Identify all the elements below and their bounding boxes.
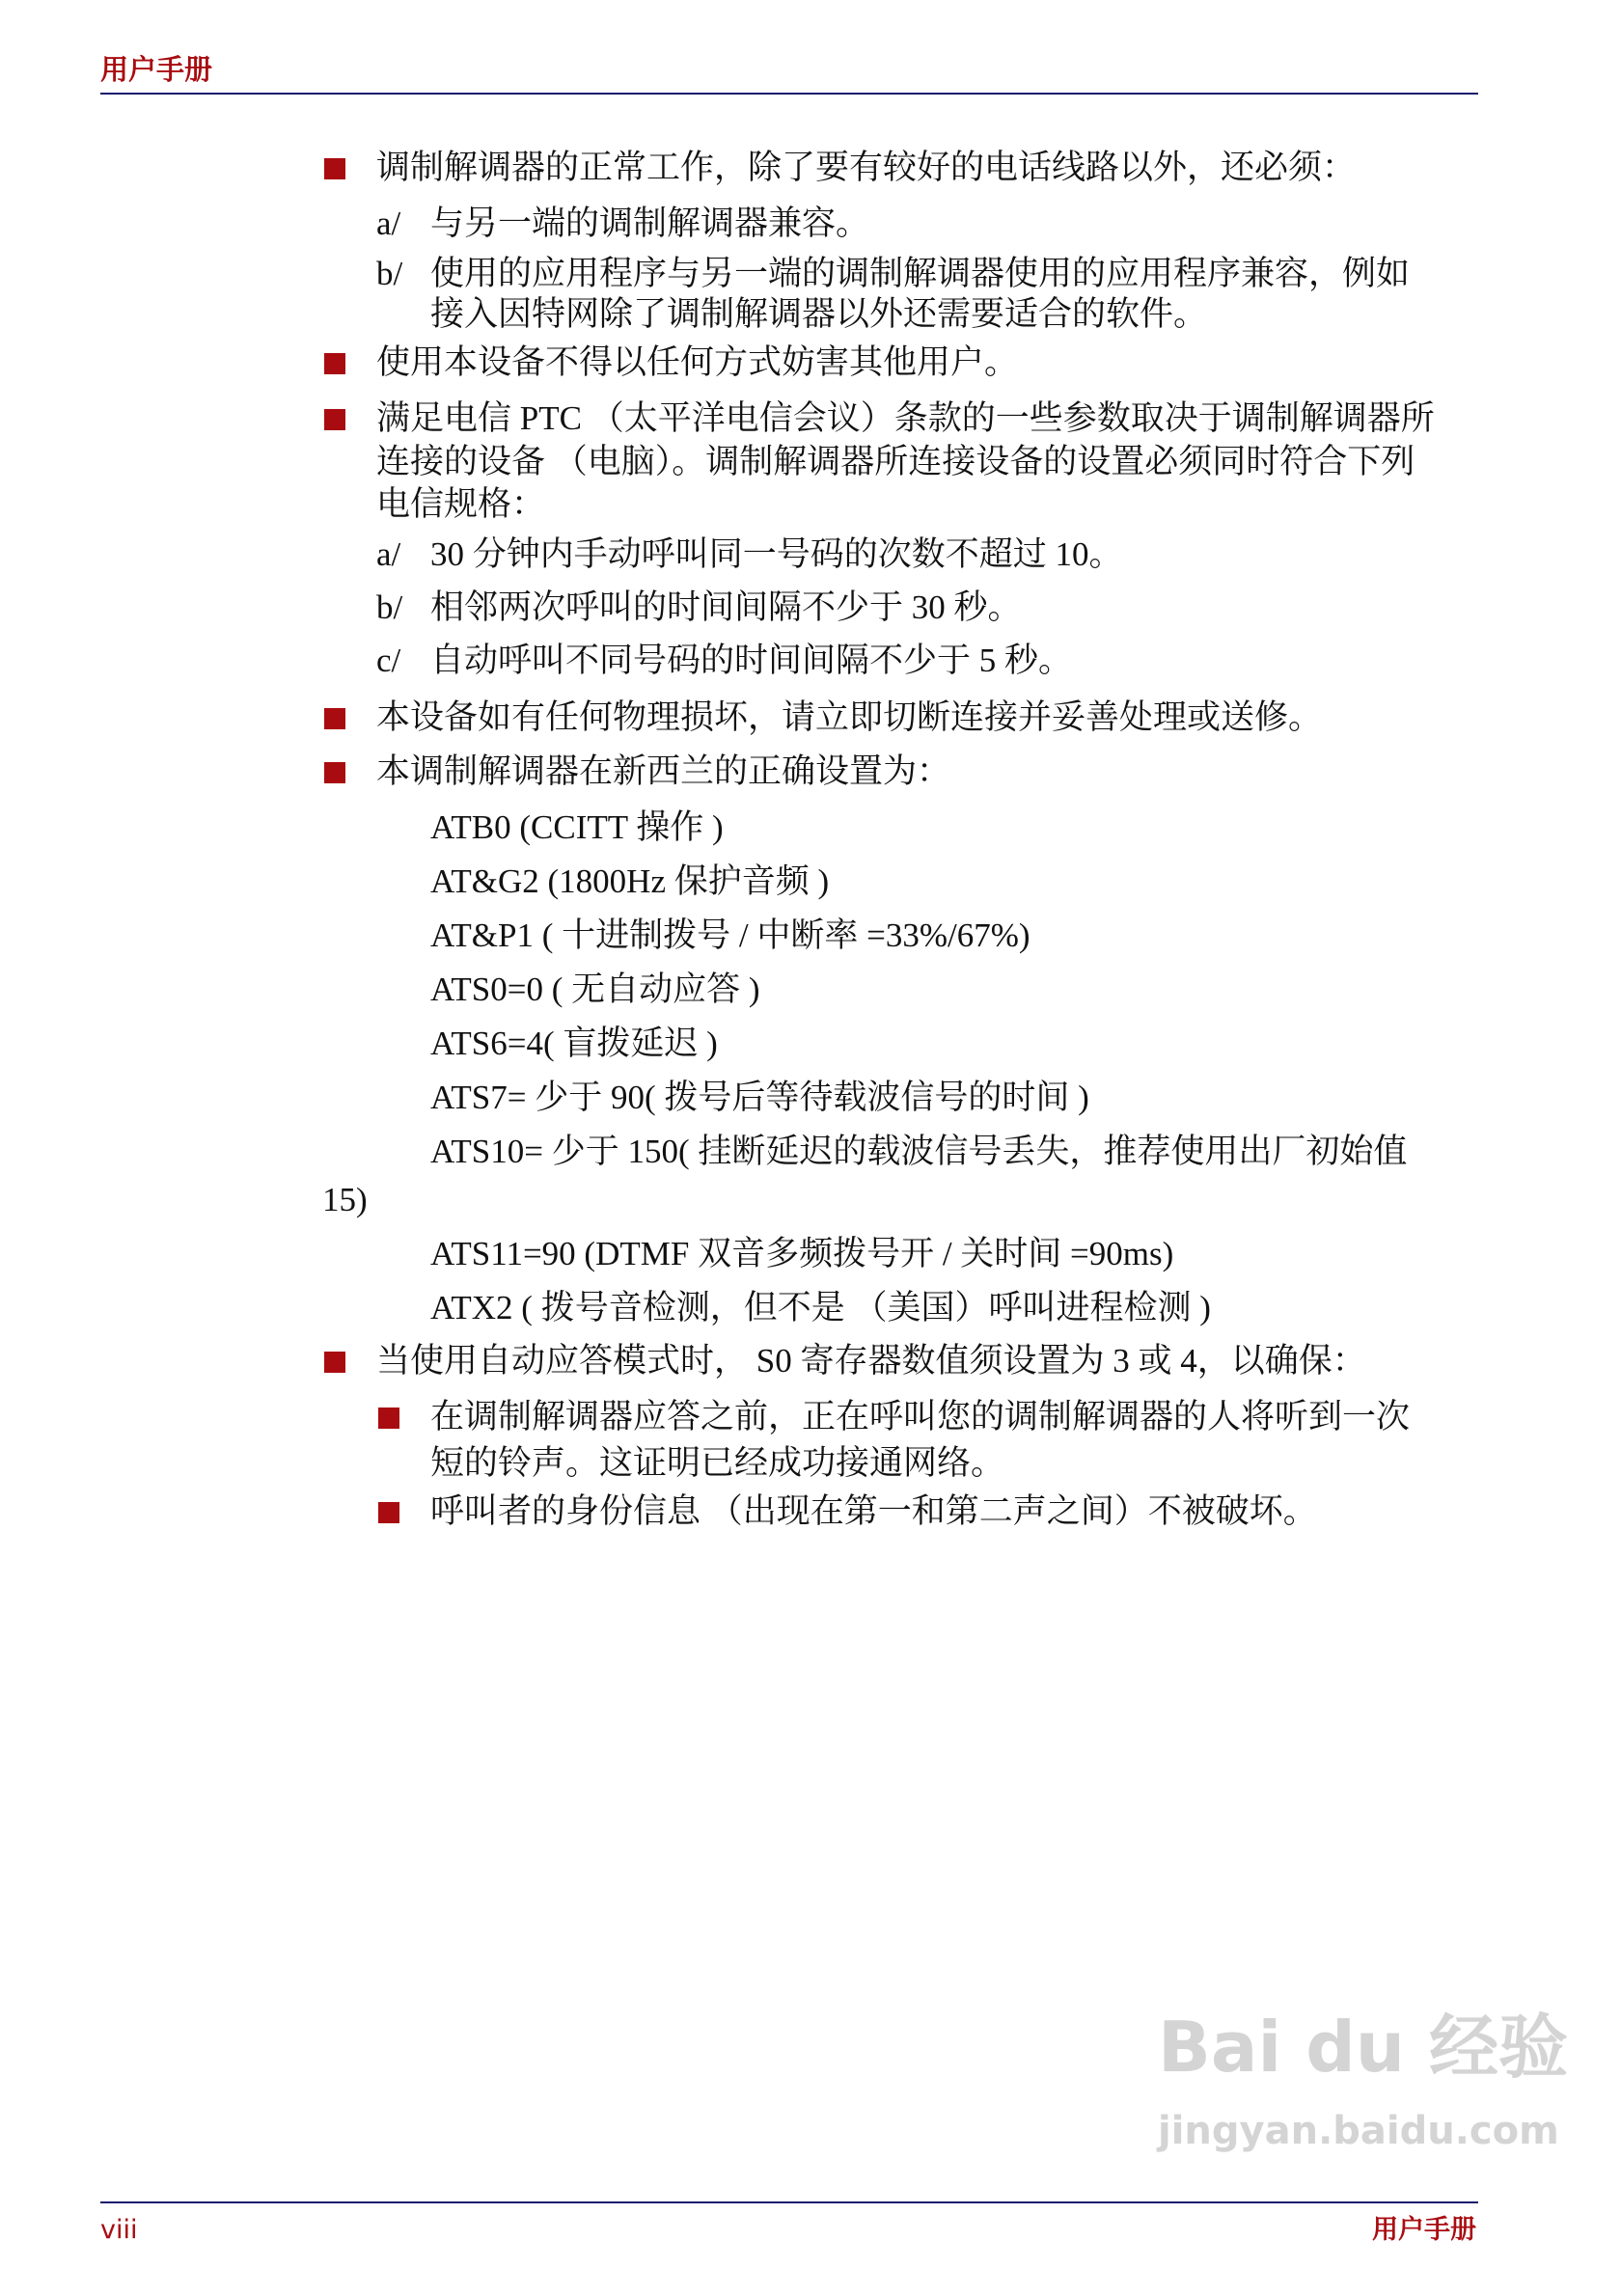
bullet-text: 当使用自动应答模式时， S0 寄存器数值须设置为 3 或 4，以确保：	[376, 1342, 1366, 1380]
sub-bullet-text: 在调制解调器应答之前，正在呼叫您的调制解调器的人将听到一次	[430, 1398, 1411, 1435]
bullet-text: 电信规格：	[376, 485, 546, 523]
setting-line: 15)	[322, 1181, 368, 1218]
watermark-logo: Bai du 经验	[1158, 2007, 1569, 2088]
item-label: b/	[376, 255, 403, 292]
setting-line: ATB0 (CCITT 操作 )	[430, 808, 724, 846]
header-title: 用户手册	[100, 53, 213, 86]
bullet-text: 调制解调器的正常工作，除了要有较好的电话线路以外，还必须：	[376, 149, 1357, 186]
item-label: a/	[376, 205, 401, 242]
item-text: 接入因特网除了调制解调器以外还需要适合的软件。	[430, 295, 1208, 333]
sub-bullet-text: 短的铃声。这证明已经成功接通网络。	[430, 1444, 1005, 1482]
item-label: c/	[376, 642, 401, 679]
footer-title: 用户手册	[1372, 2215, 1476, 2245]
setting-line: ATS6=4( 盲拨延迟 )	[430, 1025, 718, 1062]
item-label: a/	[376, 535, 401, 573]
footer-rule	[100, 2201, 1478, 2203]
item-text: 相邻两次呼叫的时间间隔不少于 30 秒。	[430, 588, 1022, 626]
item-text: 自动呼叫不同号码的时间间隔不少于 5 秒。	[430, 642, 1073, 679]
sub-bullet-text: 呼叫者的身份信息 （出现在第一和第二声之间）不被破坏。	[430, 1492, 1317, 1530]
bullet-text: 本设备如有任何物理损坏，请立即切断连接并妥善处理或送修。	[376, 698, 1323, 736]
setting-line: ATS7= 少于 90( 拨号后等待载波信号的时间 )	[430, 1079, 1089, 1116]
bullet-icon	[324, 409, 345, 430]
setting-line: ATS11=90 (DTMF 双音多频拨号开 / 关时间 =90ms)	[430, 1235, 1174, 1272]
item-label: b/	[376, 588, 403, 626]
bullet-text: 满足电信 PTC （太平洋电信会议）条款的一些参数取决于调制解调器所	[376, 399, 1435, 437]
watermark-url: jingyan.baidu.com	[1158, 2109, 1559, 2153]
bullet-text: 本调制解调器在新西兰的正确设置为：	[376, 752, 951, 790]
setting-line: AT&G2 (1800Hz 保护音频 )	[430, 862, 830, 900]
sub-bullet-icon	[378, 1502, 399, 1523]
setting-line: ATS10= 少于 150( 挂断延迟的载波信号丢失，推荐使用出厂初始值	[430, 1133, 1408, 1170]
setting-line: ATS0=0 ( 无自动应答 )	[430, 970, 760, 1008]
header-rule	[100, 93, 1478, 95]
item-text: 使用的应用程序与另一端的调制解调器使用的应用程序兼容，例如	[430, 255, 1411, 292]
bullet-icon	[324, 353, 345, 374]
item-text: 30 分钟内手动呼叫同一号码的次数不超过 10。	[430, 535, 1123, 573]
bullet-icon	[324, 762, 345, 783]
bullet-icon	[324, 708, 345, 729]
bullet-text: 使用本设备不得以任何方式妨害其他用户。	[376, 343, 1019, 381]
item-text: 与另一端的调制解调器兼容。	[430, 205, 870, 242]
setting-line: ATX2 ( 拨号音检测，但不是 （美国）呼叫进程检测 )	[430, 1289, 1211, 1326]
bullet-icon	[324, 158, 345, 179]
bullet-text: 连接的设备 （电脑）。调制解调器所连接设备的设置必须同时符合下列	[376, 443, 1415, 480]
bullet-icon	[324, 1352, 345, 1373]
page-number: viii	[100, 2215, 138, 2245]
sub-bullet-icon	[378, 1408, 399, 1429]
setting-line: AT&P1 ( 十进制拨号 / 中断率 =33%/67%)	[430, 916, 1030, 954]
